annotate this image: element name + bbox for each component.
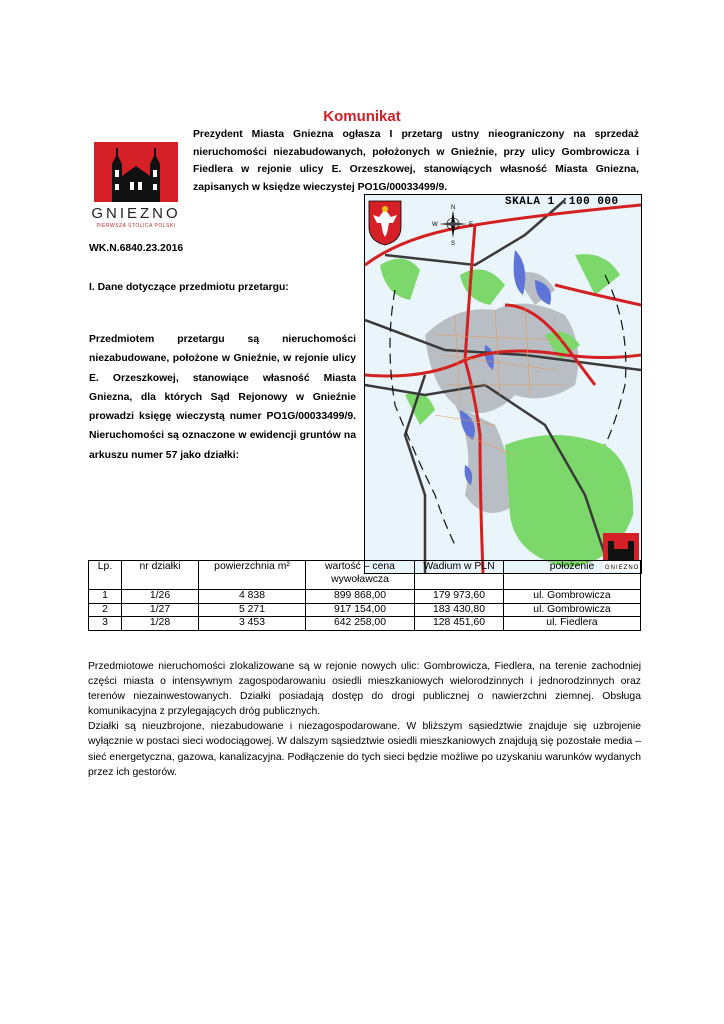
cell-price: 642 258,00 xyxy=(306,617,415,631)
map-scale: SKALA 1 :100 000 xyxy=(505,196,619,208)
description-paragraph-1: Przedmiotowe nieruchomości zlokalizowane są w rejonie nowych ulic: Gombrowicza, Fiedlera, na terenie zachodniej części miasta o intensywnym zagospodarowaniu osiedli mieszkaniowych wielorodzinnych i jednorodzinnych oraz terenów niezainwestowanych. Działki posiadają dostęp do drogi publicznej o nawierzchni ziemnej. Obsługa komunikacyjna z przylegających dróg publicznych. xyxy=(88,661,641,718)
cell-area: 4 838 xyxy=(199,590,306,604)
header-location: położenie xyxy=(504,561,641,590)
cell-lp: 2 xyxy=(89,603,122,617)
compass-e: E xyxy=(469,222,474,228)
cell-price: 917 154,00 xyxy=(306,603,415,617)
table-row xyxy=(89,617,641,631)
header-area: powierzchnia m² xyxy=(199,561,306,590)
cell-plot: 1/27 xyxy=(122,603,199,617)
cell-deposit: 183 430,80 xyxy=(415,603,504,617)
subject-paragraph: Przedmiotem przetargu są nieruchomości niezabudowane, położone w Gnieźnie, w rejonie ulicy E. Orzeszkowej, stanowiące własność Miasta Gniezna, dla których Sąd Rejonowy w Gnieźnie prowadzi księgę wieczystą numer PO1G/00033499/9. Nieruchomości są oznaczone w ewidencji gruntów na arkuszu numer 57 jako działki: xyxy=(89,334,356,461)
logo-left-bar xyxy=(94,142,103,202)
header-plot-number: nr działki xyxy=(122,561,199,590)
description-paragraph-2: Działki są nieuzbrojone, niezabudowane i niezagospodarowane. W bliższym sąsiedztwie znajduje się uzbrojenie wyłącznie w postaci sieci wodociągowej. W dalszym sąsiedztwie osiedli mieszkaniowych znajdują się pozostałe media – sieć energetyczna, gazowa, kanalizacyjna. Podłączenie do tych sieci będzie możliwe po uzyskaniu warunków wydanych przez ich gestorów. xyxy=(88,721,641,778)
cell-location: ul. Gombrowicza xyxy=(504,603,641,617)
cell-location: ul. Fiedlera xyxy=(504,617,641,631)
compass-w: W xyxy=(432,222,438,228)
compass-n: N xyxy=(451,205,456,211)
cell-deposit: 179 973,60 xyxy=(415,590,504,604)
header-lp: Lp. xyxy=(89,561,122,590)
compass-s: S xyxy=(451,241,456,247)
table-row xyxy=(89,603,641,617)
description xyxy=(88,659,641,780)
parcels-table xyxy=(88,560,641,631)
forest-areas xyxy=(380,254,633,567)
coat-of-arms-icon xyxy=(369,201,401,245)
map-drawing xyxy=(365,195,641,573)
small-logo-name: GNIEZNO xyxy=(605,565,640,571)
table-header-row xyxy=(89,561,641,590)
header-deposit: Wadium w PLN xyxy=(415,561,504,590)
cell-area: 3 453 xyxy=(199,617,306,631)
cell-plot: 1/26 xyxy=(122,590,199,604)
section-heading: I. Dane dotyczące przedmiotu przetargu: xyxy=(89,282,289,293)
compass-rose-icon xyxy=(439,210,467,238)
header-price: wartość – cena wywoławcza xyxy=(306,561,415,590)
location-map xyxy=(364,194,642,574)
cell-lp: 3 xyxy=(89,617,122,631)
cell-deposit: 128 451,60 xyxy=(415,617,504,631)
logo-tagline: PIERWSZA STOLICA POLSKI xyxy=(96,223,176,229)
cell-lp: 1 xyxy=(89,590,122,604)
table-row xyxy=(89,590,641,604)
cell-area: 5 271 xyxy=(199,603,306,617)
logo-name: GNIEZNO xyxy=(91,205,181,222)
logo-right-bar xyxy=(169,142,178,202)
reference-number: WK.N.6840.23.2016 xyxy=(89,243,184,254)
cell-plot: 1/28 xyxy=(122,617,199,631)
cell-location: ul. Gombrowicza xyxy=(504,590,641,604)
page-title: Komunikat xyxy=(323,108,401,125)
intro-paragraph: Prezydent Miasta Gniezna ogłasza I przetarg ustny nieograniczony na sprzedaż nieruchomości niezabudowanych, położonych w Gnieźnie, przy ulicy Gombrowicza i Fiedlera w rejonie ulicy E. Orzeszkowej, stanowiących własność Miasta Gniezna, zapisanych w księdze wieczystej PO1G/00033499/9. xyxy=(193,129,639,193)
cell-price: 899 868,00 xyxy=(306,590,415,604)
